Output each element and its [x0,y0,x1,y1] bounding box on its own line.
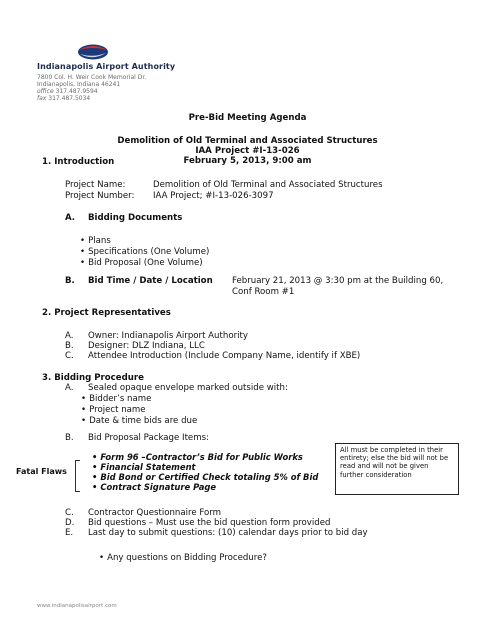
fax-number: fax 317.487.5034 [37,95,91,102]
envelope-instruction: Sealed opaque envelope marked outside with: [88,383,288,393]
last-day-item: Last day to submit questions: (10) calendar days prior to bid day [88,528,368,538]
list-item: • Contract Signature Page [92,482,318,492]
list-item: • Form 96 –Contractor’s Bid for Public Works [92,452,318,462]
item-letter: B. [65,341,74,351]
item-letter: B. [65,276,75,286]
item-letter: A. [65,331,74,341]
item-letter: E. [65,528,74,538]
agenda-title: Pre-Bid Meeting Agenda [188,113,307,123]
list-item: • Plans [80,236,111,246]
fatal-flaws-note: All must be completed in their entirety; else the bid will not be read and will not be given further consideration [335,443,459,495]
airport-logo-icon [76,43,110,61]
list-item: • Project name [81,405,146,415]
list-item: • Financial Statement [92,462,318,472]
list-item: • Bid Bond or Certified Check totaling 5% of Bid [92,472,318,482]
project-number: IAA Project; #I-13-026-3097 [153,191,274,201]
list-item: • Date & time bids are due [81,416,197,426]
section-introduction-heading: 1. Introduction [42,157,115,167]
project-title: Demolition of Old Terminal and Associated Structures [117,136,378,146]
fatal-flaws-list [92,452,318,492]
bid-questions-item: Bid questions – Must use the bid question form provided [88,518,331,528]
bid-time-value: February 21, 2013 @ 3:30 pm at the Building 60, [232,276,444,286]
list-item: • Bidder’s name [81,394,151,404]
item-letter: C. [65,508,74,518]
office-phone: office 317.487.9594 [37,88,98,95]
item-letter: A. [65,383,74,393]
owner-line: Owner: Indianapolis Airport Authority [88,331,248,341]
bidding-documents-heading: Bidding Documents [88,213,183,223]
closing-question: • Any questions on Bidding Procedure? [99,553,267,563]
bid-time-label: Bid Time / Date / Location [88,276,213,286]
fatal-flaws-bracket [75,460,80,492]
attendee-intro-line: Attendee Introduction (Include Company Name, identify if XBE) [88,351,361,361]
project-number-label: Project Number: [65,191,135,201]
project-name: Demolition of Old Terminal and Associated Structures [153,180,383,190]
project-name-label: Project Name: [65,180,126,190]
project-id: IAA Project #I-13-026 [195,146,300,156]
org-name: Indianapolis Airport Authority [37,62,176,71]
meeting-date: February 5, 2013, 9:00 am [183,156,312,166]
section-representatives-heading: 2. Project Representatives [42,308,171,318]
section-bidding-procedure-heading: 3. Bidding Procedure [42,373,144,383]
bid-package-label: Bid Proposal Package Items: [88,433,209,443]
item-letter: C. [65,351,74,361]
item-letter: B. [65,433,74,443]
fatal-flaws-label: Fatal Flaws [16,467,67,476]
address-line1: 7800 Col. H. Weir Cook Memorial Dr. [37,74,147,81]
bid-location-value: Conf Room #1 [232,287,295,297]
address-line2: Indianapolis, Indiana 46241 [37,81,121,88]
designer-line: Designer: DLZ Indiana, LLC [88,341,205,351]
questionnaire-item: Contractor Questionnaire Form [88,508,222,518]
item-letter: A. [65,213,76,223]
item-letter: D. [65,518,75,528]
footer-url: www.indianapolisairport.com [37,603,117,609]
list-item: • Specifications (One Volume) [80,247,209,257]
list-item: • Bid Proposal (One Volume) [80,258,203,268]
